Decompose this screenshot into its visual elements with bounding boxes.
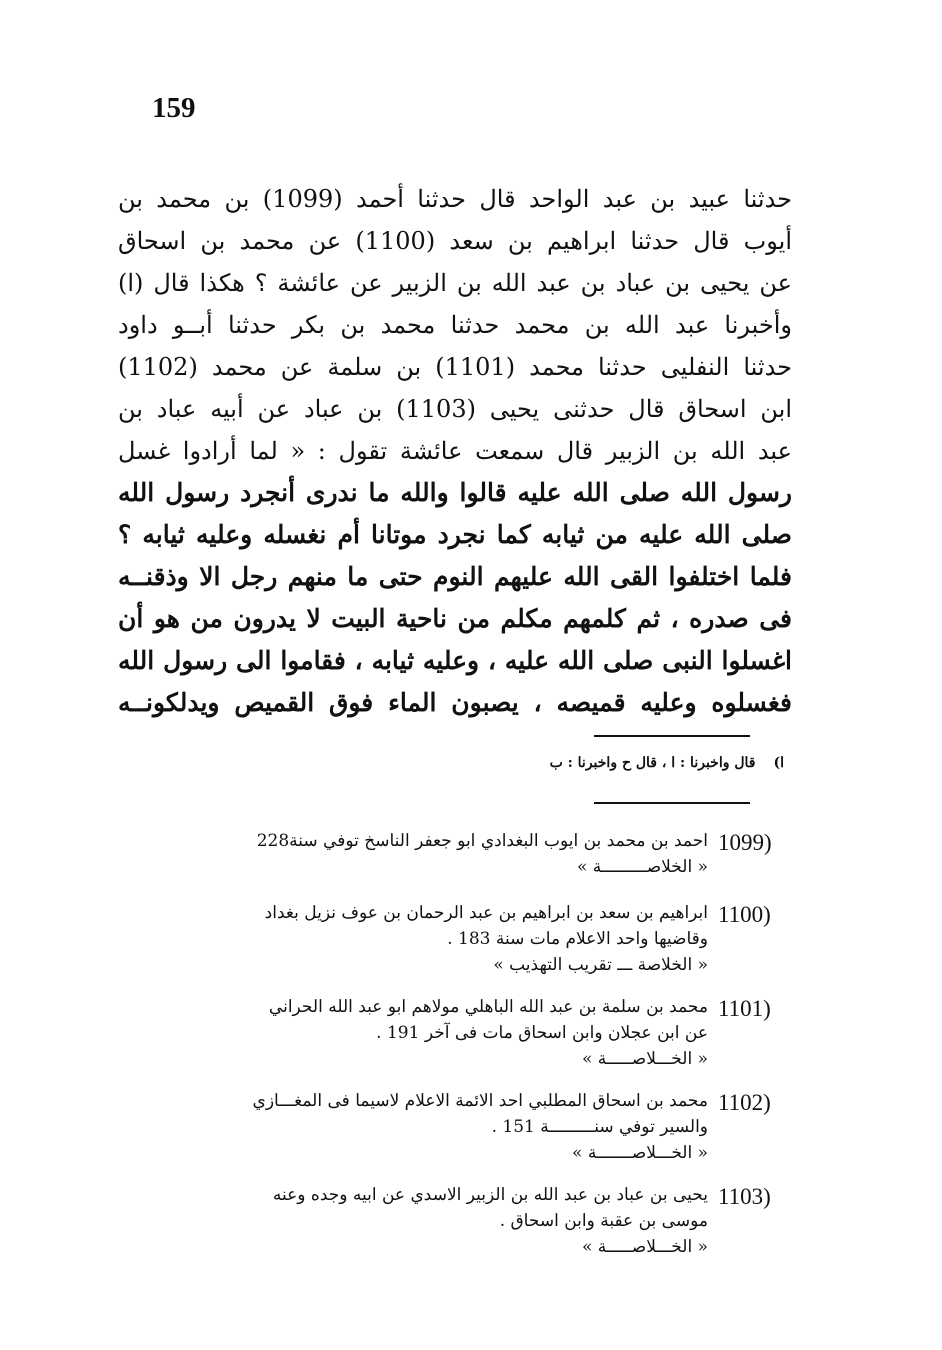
bio-line: ابراهيم بن سعد بن ابراهيم بن عبد الرحمان بن عوف نزيل بغداد	[264, 903, 708, 923]
hadith-line: فى صدره ، ثم كلمهم مكلم من ناحية البيت لا يدرون من هو أن	[118, 604, 792, 633]
text-line: وأخبرنا عبد الله بن محمد حدثنا محمد بن بكر حدثنا أبــو داود	[118, 311, 792, 339]
hadith-line: فغسلوه وعليه قميصه ، يصبون الماء فوق القميص ويدلكونــه	[118, 688, 792, 717]
apparatus-text: قال واخبرنا : ا ، قال ح واخبرنا : ب	[549, 755, 756, 771]
bio-note	[108, 828, 788, 880]
bio-note	[108, 900, 788, 978]
bio-source: « الخـــلاصـــــة »	[581, 1237, 708, 1257]
apparatus-number: ا)	[773, 755, 784, 771]
hadith-line: صلى الله عليه من ثيابه كما نجرد موتانا أم نغسله وعليه ثيابه ؟	[118, 520, 792, 549]
bio-line: موسى بن عقبة وابن اسحاق .	[499, 1211, 708, 1231]
bio-source: « الخـــلاصـــــــة »	[572, 1143, 708, 1163]
bio-number: 1102)	[718, 1090, 771, 1115]
hadith-line: رسول الله صلى الله عليه قالوا والله ما ندرى أنجرد رسول الله	[118, 478, 792, 507]
page-number: 159	[152, 92, 196, 124]
hadith-line: فلما اختلفوا القى الله عليهم النوم حتى ما منهم رجل الا وذقنــه	[118, 562, 792, 591]
bio-note	[108, 994, 788, 1072]
text-line: حدثنا النفليى حدثنا محمد (1101) بن سلمة عن محمد (1102)	[118, 353, 792, 381]
bio-number: 1103)	[718, 1184, 771, 1209]
hadith-line: اغسلوا النبى صلى الله عليه ، وعليه ثيابه ، فقاموا الى رسول الله	[118, 646, 792, 675]
text-line: عن يحيى بن عباد بن عبد الله بن الزبير عن عائشة ؟ هكذا قال (ا)	[118, 269, 792, 297]
bio-line: والسير توفي سنـــــــــة 151 .	[491, 1117, 708, 1137]
footnote-divider	[594, 802, 750, 804]
text-line: عبد الله بن الزبير قال سمعت عائشة تقول : « لما أرادوا غسل	[118, 437, 792, 465]
bio-source: « الخلاصة ـــ تقريب التهذيب »	[493, 955, 708, 975]
bio-number: 1100)	[718, 902, 771, 927]
text-line: أيوب قال حدثنا ابراهيم بن سعد (1100) عن محمد بن اسحاق	[118, 227, 792, 255]
bio-note	[108, 1088, 788, 1166]
bio-source: « الخلاصـــــــــة »	[576, 857, 708, 877]
text-line: حدثنا عبيد بن عبد الواحد قال حدثنا أحمد (1099) بن محمد بن	[118, 185, 792, 213]
bio-line: احمد بن محمد بن ايوب البغدادي ابو جعفر الناسخ توفي سنة228	[256, 831, 708, 851]
main-text	[118, 178, 792, 724]
bio-line: عن ابن عجلان وابن اسحاق مات فى آخر 191 .	[376, 1023, 708, 1043]
bio-number: 1101)	[718, 996, 771, 1021]
bio-line: محمد بن اسحاق المطلبي احد الائمة الاعلام لاسيما فى المغـــازي	[252, 1091, 708, 1111]
text-line: ابن اسحاق قال حدثنى يحيى (1103) بن عباد عن أبيه عباد بن	[118, 395, 792, 423]
apparatus-note	[400, 752, 784, 774]
bio-line: يحيى بن عباد بن عبد الله بن الزبير الاسدي عن ابيه وجده وعنه	[272, 1185, 708, 1205]
bio-source: « الخـــلاصـــــة »	[581, 1049, 708, 1069]
bio-number: 1099)	[718, 830, 772, 855]
footnote-divider	[594, 735, 750, 737]
bio-line: وقاضيها واحد الاعلام مات سنة 183 .	[447, 929, 708, 949]
bio-note	[108, 1182, 788, 1260]
bio-line: محمد بن سلمة بن عبد الله الباهلي مولاهم ابو عبد الله الحراني	[268, 997, 708, 1017]
